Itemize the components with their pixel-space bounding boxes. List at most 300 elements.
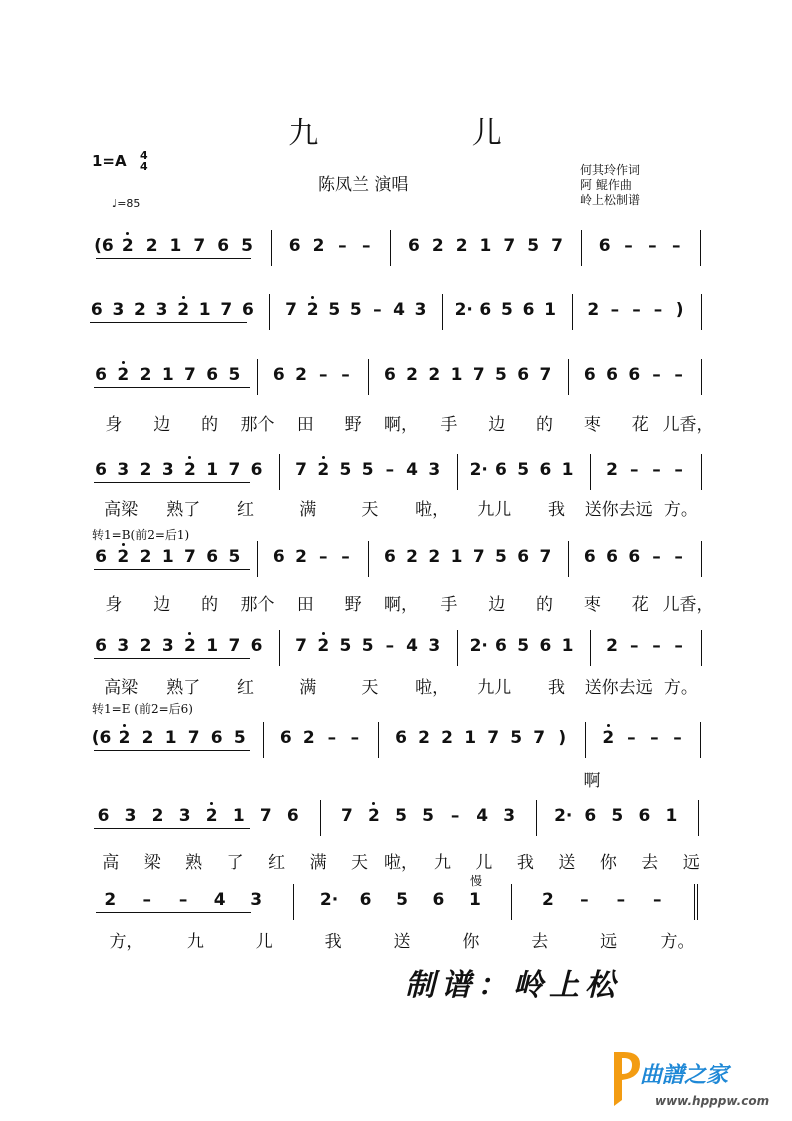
note: 7 xyxy=(228,636,241,656)
note: 5 xyxy=(361,460,374,480)
barline xyxy=(590,630,591,666)
note: – xyxy=(373,300,382,320)
note: 7 xyxy=(184,365,196,385)
barline xyxy=(263,722,264,758)
lyric: 九 xyxy=(186,932,204,952)
note: 6 xyxy=(359,890,372,910)
barline xyxy=(701,294,702,330)
lyric: 啦， xyxy=(415,678,450,698)
barline xyxy=(320,800,321,836)
note: 2 xyxy=(455,236,468,256)
barline xyxy=(700,722,701,758)
beat-underline xyxy=(94,658,250,659)
note: 6 xyxy=(90,300,103,320)
signature: 制谱：岭上松 xyxy=(405,968,621,1003)
barline xyxy=(700,230,701,266)
barline xyxy=(390,230,391,266)
note: 2 xyxy=(302,728,315,748)
note: 1 xyxy=(198,300,211,320)
note: 2 xyxy=(295,365,307,385)
title-right: 儿 xyxy=(471,116,504,151)
note: – xyxy=(361,236,371,256)
note: – xyxy=(341,547,350,567)
note: 2 xyxy=(406,365,419,385)
lyric: 儿香， xyxy=(662,595,714,615)
note: 2 xyxy=(368,806,380,826)
note: – xyxy=(627,728,636,748)
note: 3 xyxy=(178,806,191,826)
singer-credit: 陈凤兰 演唱 xyxy=(318,175,409,195)
barline xyxy=(585,722,586,758)
note: 3 xyxy=(155,300,168,320)
beat-underline xyxy=(94,828,250,829)
note: 6 xyxy=(395,728,407,748)
note: 2 xyxy=(121,236,134,256)
credits-block xyxy=(580,163,640,208)
lyric: 边 xyxy=(153,595,171,615)
note: 6 xyxy=(286,806,299,826)
note: 6 xyxy=(432,890,445,910)
arranger-credit: 岭上松制谱 xyxy=(580,193,641,207)
note: 6 xyxy=(584,806,597,826)
note: 2 xyxy=(117,547,130,567)
note: – xyxy=(648,236,657,256)
note: 1 xyxy=(161,547,174,567)
note: 2 xyxy=(184,460,196,480)
beat-underline xyxy=(96,258,251,259)
barline xyxy=(572,294,573,330)
note: – xyxy=(580,890,589,910)
note: 5 xyxy=(501,300,513,320)
note: 5 xyxy=(510,728,523,748)
note: 2 xyxy=(406,547,419,567)
lyric: 去 xyxy=(531,932,549,952)
note: 3 xyxy=(161,460,174,480)
barline xyxy=(698,800,699,836)
lyric: 方。 xyxy=(663,500,698,520)
lyric: 天 xyxy=(361,500,379,520)
note: 6 xyxy=(383,547,396,567)
slow-mark: 慢 xyxy=(470,874,483,888)
note: 2 xyxy=(606,636,618,656)
note: 6 xyxy=(241,300,254,320)
logo-icon xyxy=(610,1050,644,1110)
note: 5 xyxy=(328,300,341,320)
note: 1 xyxy=(206,460,219,480)
note: 1 xyxy=(464,728,477,748)
meter-top: 4 xyxy=(140,149,148,162)
barline xyxy=(257,359,258,395)
lyric: 边 xyxy=(153,415,171,435)
note: 1 xyxy=(479,236,492,256)
note: (6 xyxy=(94,236,114,256)
note: 7 xyxy=(259,806,272,826)
note: 6 xyxy=(479,300,492,320)
beat-underline xyxy=(90,322,247,323)
barline xyxy=(368,541,369,577)
note: – xyxy=(624,236,633,256)
note: 6 xyxy=(522,300,535,320)
barline xyxy=(694,884,698,920)
lyric: 啊 xyxy=(583,771,601,791)
barline xyxy=(701,541,702,577)
note: 5 xyxy=(517,636,530,656)
note: 2· xyxy=(319,890,339,910)
note: 5 xyxy=(396,890,408,910)
note: 7 xyxy=(295,460,307,480)
barline xyxy=(701,454,702,490)
note: – xyxy=(652,365,661,385)
octave-dot xyxy=(311,296,314,299)
note: 3 xyxy=(428,636,441,656)
lyric: 野 xyxy=(344,595,362,615)
note: 6 xyxy=(606,365,618,385)
lyric: 的 xyxy=(536,595,554,615)
modulation-mark-1: 转1=B(前2=后1) xyxy=(92,528,190,542)
octave-dot xyxy=(123,724,126,727)
note: 1 xyxy=(206,636,219,656)
lyric: 啊， xyxy=(384,415,418,435)
lyric: 高 xyxy=(102,853,120,873)
note: 5 xyxy=(611,806,624,826)
barline xyxy=(568,541,569,577)
beat-underline xyxy=(94,569,250,570)
lyric: 野 xyxy=(344,415,362,435)
note: 2 xyxy=(134,300,146,320)
lyric: 你 xyxy=(599,853,617,873)
note: 1 xyxy=(169,236,182,256)
octave-dot xyxy=(372,802,375,805)
octave-dot xyxy=(122,361,125,364)
note: 6 xyxy=(97,806,110,826)
tempo-marking: ♩=85 xyxy=(112,197,141,210)
note: 3 xyxy=(112,300,125,320)
beat-underline xyxy=(94,387,250,388)
octave-dot xyxy=(182,296,185,299)
lyric: 梁 xyxy=(143,853,161,873)
lyric: 熟了 xyxy=(166,500,201,520)
note: – xyxy=(652,547,661,567)
lyric: 身 xyxy=(105,415,123,435)
note: 2 xyxy=(431,236,444,256)
note: 3 xyxy=(117,460,130,480)
note: 7 xyxy=(285,300,297,320)
note: 2 xyxy=(312,236,325,256)
lyric: 方， xyxy=(109,932,144,952)
lyric: 花 xyxy=(631,415,649,435)
beat-underline xyxy=(94,482,250,483)
note: 2 xyxy=(145,236,158,256)
note: 7 xyxy=(533,728,546,748)
note: – xyxy=(142,890,151,910)
lyric: 满 xyxy=(299,500,317,520)
lyric: 田 xyxy=(296,595,314,615)
note: 6 xyxy=(272,365,285,385)
note: 5 xyxy=(422,806,434,826)
note: – xyxy=(653,300,663,320)
lyric: 送 xyxy=(393,932,411,952)
barline xyxy=(457,630,458,666)
lyric: 枣 xyxy=(583,415,601,435)
lyric: 花 xyxy=(631,595,649,615)
note: 5 xyxy=(395,806,407,826)
lyric: 去 xyxy=(641,853,659,873)
note: 1 xyxy=(561,636,574,656)
note: 7 xyxy=(193,236,206,256)
note: – xyxy=(178,890,188,910)
note: 7 xyxy=(551,236,563,256)
lyric: 我 xyxy=(548,500,565,520)
lyric: 送 xyxy=(558,853,576,873)
lyric: 熟 xyxy=(185,853,203,873)
note: 2 xyxy=(602,728,615,748)
note: 6 xyxy=(539,636,552,656)
note: 2 xyxy=(139,365,152,385)
note: 2 xyxy=(184,636,196,656)
note: 6 xyxy=(95,460,108,480)
note: 3 xyxy=(117,636,130,656)
note: – xyxy=(450,806,460,826)
note: 2 xyxy=(118,728,131,748)
note: 6 xyxy=(250,460,263,480)
note: 6 xyxy=(517,547,530,567)
note: 6 xyxy=(95,365,108,385)
modulation-mark-2: 转1=E (前2=后6) xyxy=(92,702,193,716)
lyric: 啦， xyxy=(384,853,418,873)
lyric: 的 xyxy=(201,415,219,435)
note: – xyxy=(632,300,641,320)
note: 7 xyxy=(295,636,307,656)
note: 2 xyxy=(441,728,453,748)
note: 5 xyxy=(233,728,246,748)
note: – xyxy=(652,460,661,480)
note: 7 xyxy=(487,728,500,748)
composer-credit: 阿 鲲作曲 xyxy=(580,178,632,192)
note: 5 xyxy=(339,636,352,656)
note: – xyxy=(674,365,683,385)
note: – xyxy=(338,236,347,256)
note: 2 xyxy=(104,890,117,910)
note: 6 xyxy=(95,636,108,656)
note: – xyxy=(674,460,683,480)
lyric: 满 xyxy=(299,678,317,698)
note: – xyxy=(350,728,360,748)
note: – xyxy=(341,365,350,385)
lyric: 九儿 xyxy=(477,500,512,520)
note: ) xyxy=(558,728,567,748)
note: 5 xyxy=(241,236,253,256)
note: 1 xyxy=(161,365,174,385)
note: 2 xyxy=(317,460,330,480)
note: 2 xyxy=(306,300,319,320)
note: 3 xyxy=(414,300,427,320)
note: 6 xyxy=(217,236,230,256)
lyric: 高梁 xyxy=(104,500,139,520)
note: 7 xyxy=(539,547,552,567)
note: 5 xyxy=(339,460,352,480)
note: 7 xyxy=(340,806,353,826)
note: 7 xyxy=(228,460,241,480)
note: 2 xyxy=(587,300,600,320)
beat-underline xyxy=(96,912,251,913)
note: 4 xyxy=(406,460,419,480)
note: 6 xyxy=(583,365,596,385)
octave-dot xyxy=(126,232,129,235)
note: 2· xyxy=(469,460,488,480)
lyric: 边 xyxy=(488,595,506,615)
lyric: 那个 xyxy=(240,595,275,615)
title-left: 九 xyxy=(288,116,321,151)
note: 2 xyxy=(541,890,554,910)
octave-dot xyxy=(188,456,191,459)
note: – xyxy=(650,728,659,748)
lyric: 九儿 xyxy=(477,678,512,698)
note: 3 xyxy=(503,806,516,826)
lyric: 高梁 xyxy=(104,678,139,698)
barline xyxy=(442,294,443,330)
barline xyxy=(293,884,294,920)
time-signature xyxy=(140,150,148,172)
note: 2 xyxy=(205,806,218,826)
note: 2· xyxy=(469,636,488,656)
lyric: 我 xyxy=(324,932,342,952)
lyric: 红 xyxy=(237,678,254,698)
note: 1 xyxy=(665,806,678,826)
note: 6 xyxy=(539,460,552,480)
note: 7 xyxy=(220,300,233,320)
note: 2 xyxy=(139,547,152,567)
note: – xyxy=(673,728,682,748)
lyric: 方。 xyxy=(660,932,695,952)
barline xyxy=(590,454,591,490)
barline xyxy=(279,630,280,666)
lyric: 了 xyxy=(226,853,244,873)
barline xyxy=(701,359,702,395)
note: 6 xyxy=(638,806,651,826)
lyric: 红 xyxy=(237,500,254,520)
note: 6 xyxy=(408,236,420,256)
note: 5 xyxy=(228,547,241,567)
key-signature: 1=A xyxy=(92,152,127,170)
note: 6 xyxy=(206,365,219,385)
lyric: 那个 xyxy=(240,415,275,435)
note: 2 xyxy=(295,547,307,567)
note: 2 xyxy=(141,728,154,748)
score-title xyxy=(0,108,792,152)
note: 2 xyxy=(317,636,330,656)
note: 7 xyxy=(503,236,516,256)
note: 3 xyxy=(124,806,137,826)
note: 5 xyxy=(517,460,530,480)
octave-dot xyxy=(322,632,325,635)
barline xyxy=(511,884,512,920)
note: 6 xyxy=(288,236,301,256)
barline xyxy=(269,294,270,330)
lyric: 送你去远 xyxy=(584,500,653,520)
meter-bottom: 4 xyxy=(140,160,148,173)
lyric: 远 xyxy=(600,932,618,952)
note: 5 xyxy=(361,636,374,656)
lyric: 熟了 xyxy=(166,678,201,698)
barline xyxy=(536,800,537,836)
barline xyxy=(701,630,702,666)
octave-dot xyxy=(607,724,610,727)
note: 2 xyxy=(139,460,152,480)
lyric: 我 xyxy=(548,678,565,698)
lyric: 满 xyxy=(309,853,327,873)
note: – xyxy=(674,547,683,567)
note: – xyxy=(616,890,626,910)
note: 1 xyxy=(469,890,481,910)
note: – xyxy=(652,636,661,656)
note: 3 xyxy=(250,890,263,910)
note: – xyxy=(327,728,337,748)
lyric: 手 xyxy=(440,415,458,435)
lyric: 天 xyxy=(351,853,369,873)
note: – xyxy=(319,547,328,567)
note: 1 xyxy=(450,365,463,385)
barline xyxy=(257,541,258,577)
barline xyxy=(457,454,458,490)
lyric: 的 xyxy=(201,595,219,615)
barline xyxy=(279,454,280,490)
logo-url: www.hpppw.com xyxy=(655,1094,770,1108)
note: 5 xyxy=(349,300,362,320)
barline xyxy=(271,230,272,266)
logo-name: 曲譜之家 xyxy=(640,1063,729,1088)
note: 5 xyxy=(228,365,241,385)
note: 6 xyxy=(95,547,108,567)
note: – xyxy=(385,636,395,656)
octave-dot xyxy=(122,543,125,546)
barline xyxy=(568,359,569,395)
note: 2· xyxy=(454,300,473,320)
note: – xyxy=(653,890,662,910)
note: 7 xyxy=(184,547,196,567)
note: – xyxy=(319,365,328,385)
beat-underline xyxy=(94,750,250,751)
note: – xyxy=(385,460,395,480)
lyricist-credit: 何其玲作词 xyxy=(580,163,641,177)
note: 6 xyxy=(383,365,396,385)
note: (6 xyxy=(91,728,112,748)
note: 6 xyxy=(628,365,641,385)
note: 2 xyxy=(428,547,441,567)
note: – xyxy=(610,300,620,320)
note: 6 xyxy=(628,547,641,567)
note: 6 xyxy=(279,728,292,748)
note: 2 xyxy=(151,806,164,826)
octave-dot xyxy=(322,456,325,459)
note: 1 xyxy=(561,460,574,480)
barline xyxy=(368,359,369,395)
note: 2 xyxy=(117,365,130,385)
lyric: 田 xyxy=(296,415,314,435)
lyric: 方。 xyxy=(663,678,698,698)
note: 3 xyxy=(428,460,441,480)
note: 7 xyxy=(539,365,552,385)
octave-dot xyxy=(210,802,213,805)
lyric: 红 xyxy=(268,853,286,873)
note: 6 xyxy=(272,547,285,567)
note: 6 xyxy=(210,728,223,748)
note: 1 xyxy=(544,300,557,320)
note: – xyxy=(674,636,683,656)
lyric: 手 xyxy=(440,595,458,615)
note: 4 xyxy=(393,300,405,320)
lyric: 儿香， xyxy=(662,415,714,435)
note: 3 xyxy=(161,636,174,656)
